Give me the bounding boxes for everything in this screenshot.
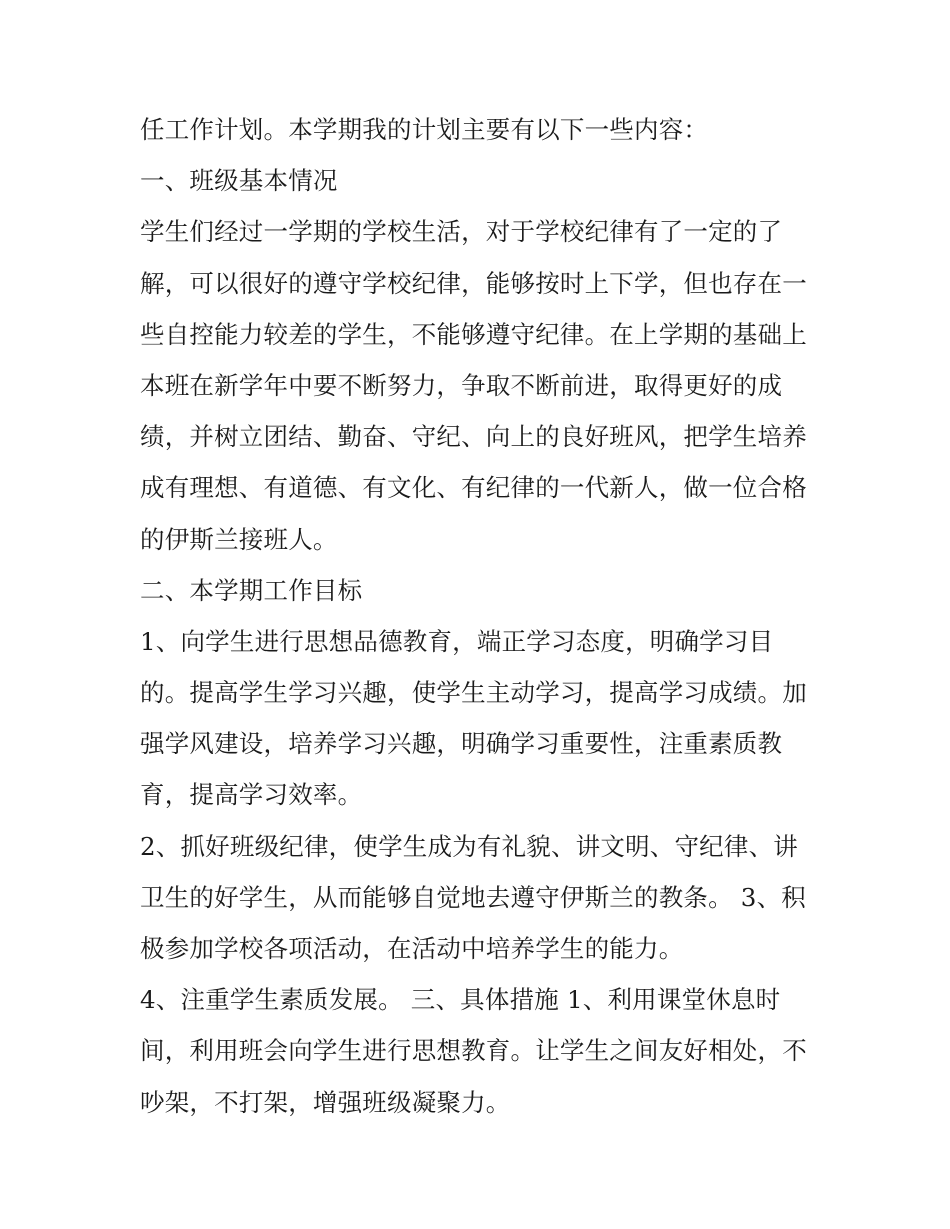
text-line: 成有理想、有道德、有文化、有纪律的一代新人，做一位合格 [140,473,807,503]
section-heading-work-goals: 二、本学期工作目标 [140,575,363,605]
text-line: 的伊斯兰接班人。 [140,524,338,554]
text-line: 吵架，不打架，增强班级凝聚力。 [140,1087,511,1117]
text-line: 4、注重学生素质发展。 三、具体措施 1、利用课堂休息时 [140,985,781,1015]
text-line: 极参加学校各项活动，在活动中培养学生的能力。 [140,934,684,963]
text-line: 卫生的好学生，从而能够自觉地去遵守伊斯兰的教条。 3、积 [140,882,806,912]
text-line: 些自控能力较差的学生，不能够遵守纪律。在上学期的基础上 [140,319,807,349]
text-line: 解，可以很好的遵守学校纪律，能够按时上下学，但也存在一 [140,268,807,298]
text-line: 间，利用班会向学生进行思想教育。让学生之间友好相处，不 [140,1036,807,1066]
text-line: 1、向学生进行思想品德教育，端正学习态度，明确学习目 [140,626,774,656]
text-line: 任工作计划。本学期我的计划主要有以下一些内容： [140,115,709,144]
text-line: 2、抓好班级纪律，使学生成为有礼貌、讲文明、守纪律、讲 [140,831,798,861]
text-line: 绩，并树立团结、勤奋、守纪、向上的良好班风，把学生培养 [140,422,807,452]
body-text [140,104,820,1128]
text-line: 强学风建设，培养学习兴趣，明确学习重要性，注重素质教 [140,729,783,759]
text-line: 学生们经过一学期的学校生活，对于学校纪律有了一定的了 [140,217,783,247]
text-line: 本班在新学年中要不断努力，争取不断前进，取得更好的成 [140,370,783,400]
text-line: 育，提高学习效率。 [140,780,363,810]
text-line: 的。提高学生学习兴趣，使学生主动学习，提高学习成绩。加 [140,678,807,708]
section-heading-basic-situation: 一、班级基本情况 [140,166,338,196]
